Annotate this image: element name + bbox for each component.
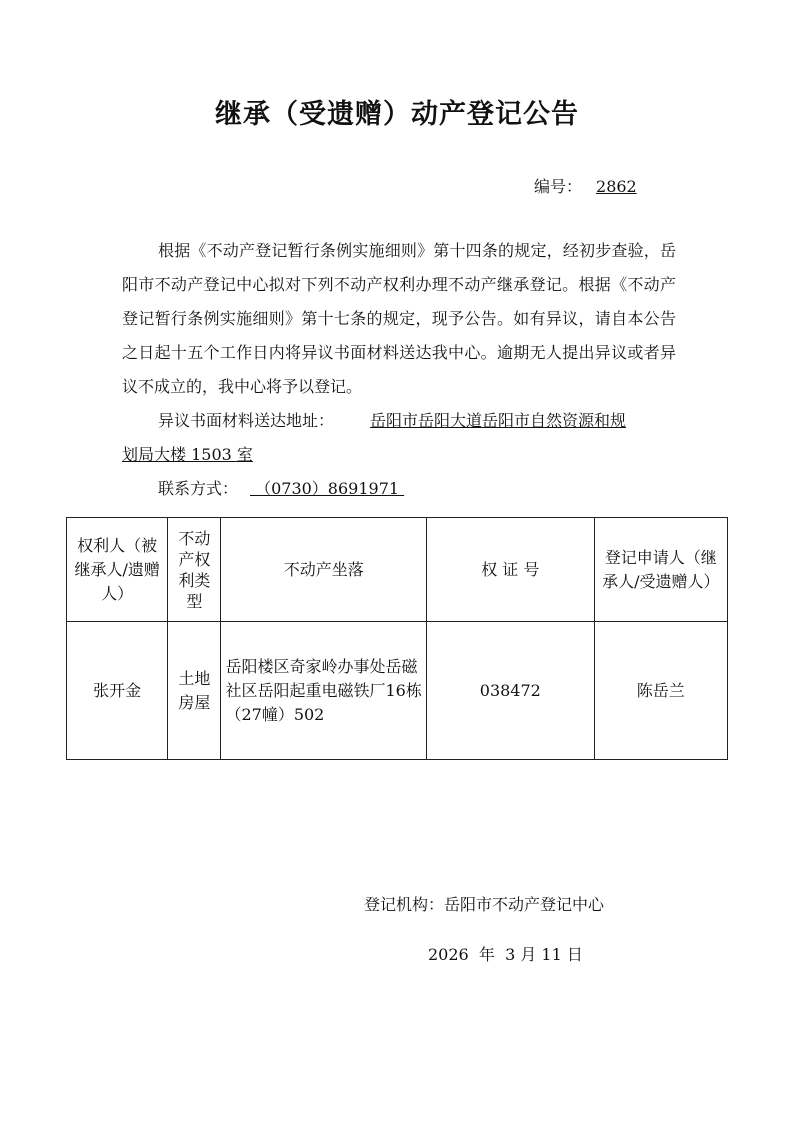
registration-table [66, 517, 728, 760]
page-title: 继承（受遗赠）动产登记公告 [215, 99, 579, 130]
contact-label: 联系方式： [158, 479, 239, 498]
objection-address-value-line2: 划局大楼 1503 室 [122, 445, 253, 464]
serial-value: 2862 [596, 177, 637, 196]
serial-label: 编号： [534, 177, 583, 196]
objection-address-label: 异议书面材料送达地址： [158, 411, 335, 430]
announcement-body: 根据《不动产登记暂行条例实施细则》第十四条的规定，经初步查验，岳阳市不动产登记中心拟对下列不动产权利办理不动产继承登记。根据《不动产登记暂行条例实施细则》第十七条的规定，现予公告。如有异议，请自本公告之日起十五个工作日内将异议书面材料送达我中心。逾期无人提出异议或者异议不成立的，我中心将予以登记。 [122, 241, 676, 396]
header-location: 不动产坐落 [221, 518, 427, 622]
header-right-type: 不动产权利类型 [168, 518, 221, 622]
cell-right-holder: 张开金 [67, 622, 168, 760]
table-row [67, 622, 728, 760]
cell-certificate-number: 038472 [427, 622, 595, 760]
serial-number [534, 174, 637, 197]
header-right-holder: 权利人（被继承人/遗赠人） [67, 518, 168, 622]
contact-value: （0730）8691971 [250, 479, 405, 498]
announcement-date: 2026 年 3 月 11 日 [428, 945, 583, 964]
cell-location: 岳阳楼区奇家岭办事处岳磁社区岳阳起重电磁铁厂16栋（27幢）502 [221, 622, 427, 760]
cell-applicant: 陈岳兰 [594, 622, 727, 760]
objection-address-value-line1: 岳阳市岳阳大道岳阳市自然资源和规 [370, 411, 627, 430]
cell-right-type: 土地房屋 [168, 622, 221, 760]
header-applicant: 登记申请人（继承人/受遗赠人） [594, 518, 727, 622]
table-header-row [67, 518, 728, 622]
header-certificate-number: 权 证 号 [427, 518, 595, 622]
registration-authority: 登记机构：岳阳市不动产登记中心 [364, 895, 605, 914]
